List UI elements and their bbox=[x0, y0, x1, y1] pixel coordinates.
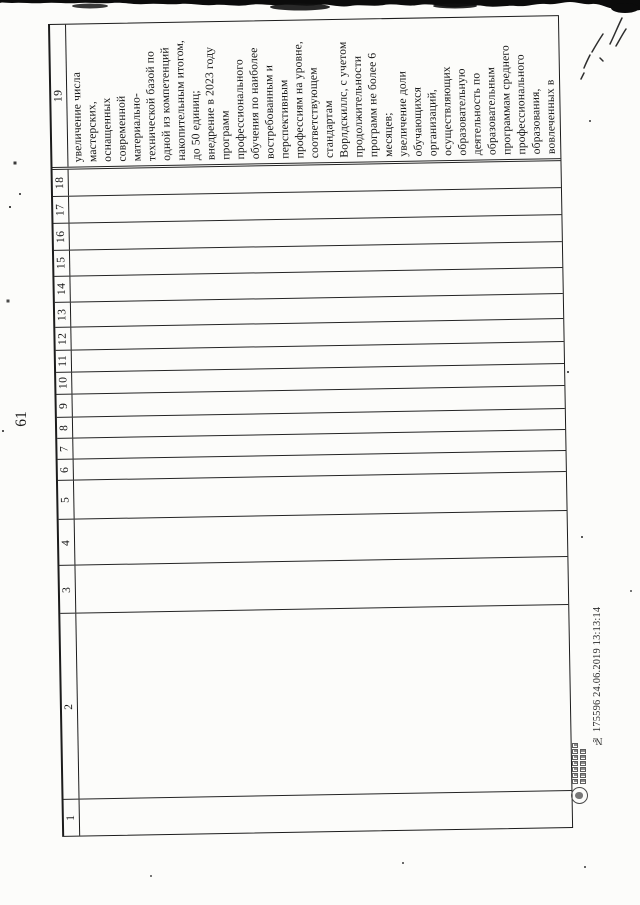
column-number-9: 9 bbox=[58, 402, 71, 409]
column-number-2: 2 bbox=[63, 703, 76, 710]
column-number-cell-11 bbox=[56, 350, 72, 371]
column-number-cell-18 bbox=[53, 169, 69, 195]
scan-speckles bbox=[0, 0, 2, 2]
column-number-10: 10 bbox=[57, 376, 70, 390]
stamp-digit-row bbox=[580, 744, 586, 785]
column-number-cell-12 bbox=[55, 327, 71, 349]
column-number-cell-17 bbox=[53, 196, 69, 222]
stamp-emblem-icon bbox=[565, 746, 593, 804]
column-number-19: 19 bbox=[52, 89, 65, 103]
column-number-cell-8 bbox=[57, 417, 73, 438]
stamp-digit-row bbox=[572, 744, 578, 785]
column-19-content-cell bbox=[66, 16, 560, 166]
pen-strokes-icon bbox=[570, 8, 634, 80]
column-number-cell-7 bbox=[57, 439, 73, 459]
stamp-digit-boxes bbox=[572, 744, 586, 785]
column-number-cell-4 bbox=[59, 520, 76, 565]
column-number-cell-6 bbox=[58, 460, 74, 480]
column-number-11: 11 bbox=[57, 354, 70, 368]
column-number-6: 6 bbox=[59, 466, 72, 474]
column-number-cell-3 bbox=[59, 566, 76, 613]
column-number-15: 15 bbox=[55, 256, 68, 270]
column-number-16: 16 bbox=[55, 230, 68, 243]
column-number-cell-10 bbox=[56, 372, 72, 393]
column-number-13: 13 bbox=[56, 308, 69, 321]
column-number-cell-13 bbox=[55, 302, 71, 326]
column-number-3: 3 bbox=[61, 586, 74, 593]
scan-edge-artifact bbox=[0, 0, 640, 16]
column-number-4: 4 bbox=[60, 539, 73, 546]
scanner-edge-band-icon bbox=[0, 0, 640, 16]
column-number-17: 17 bbox=[54, 203, 67, 216]
column-number-1: 1 bbox=[65, 814, 78, 821]
column-number-14: 14 bbox=[56, 282, 69, 296]
column-number-cell-16 bbox=[53, 223, 69, 249]
target-indicator-text: увеличение числа мастерских, оснащенных современной материально- технической базой по одной из компетенций накопительным итогом, до 50 единиц; внедрение в 2023 году программ профессионального обучения по наиболее востребованным и перспективным профессиям на уровне, соответствующем стандартам Ворлдскиллс, с учетом продолжительности программ не более 6 месяцев; увеличение доли обучающихся организаций, осуществляющих образовательную деятельность по образовательным программам среднего профессионального образования, вовлеченных в bbox=[69, 39, 558, 163]
column-number-cell-14 bbox=[54, 276, 70, 301]
empty-cell bbox=[76, 605, 571, 798]
registration-stamp-text: № 175596 24.06.2019 13:13:14 bbox=[592, 606, 603, 746]
column-number-7: 7 bbox=[58, 446, 71, 453]
column-number-cell-9 bbox=[56, 394, 72, 416]
page-number bbox=[8, 402, 36, 436]
handwritten-mark bbox=[570, 8, 634, 80]
seal-crest-icon bbox=[571, 787, 588, 804]
column-number-5: 5 bbox=[59, 496, 72, 504]
empty-cell bbox=[75, 511, 568, 565]
column-number-12: 12 bbox=[56, 332, 70, 345]
column-number-cell-5 bbox=[58, 481, 75, 519]
page-number-label: 61 bbox=[13, 411, 30, 427]
table-column-2 bbox=[60, 605, 571, 800]
column-number-8: 8 bbox=[58, 424, 71, 432]
data-table bbox=[48, 15, 573, 837]
column-number-cell-15 bbox=[54, 250, 70, 275]
table-column-19 bbox=[50, 16, 560, 170]
column-number-cell-1 bbox=[64, 800, 81, 836]
empty-cell bbox=[80, 791, 573, 836]
column-number-18: 18 bbox=[54, 176, 67, 189]
empty-cell bbox=[75, 557, 568, 613]
table-column-1 bbox=[64, 791, 573, 836]
seal-crest-core bbox=[575, 792, 583, 799]
